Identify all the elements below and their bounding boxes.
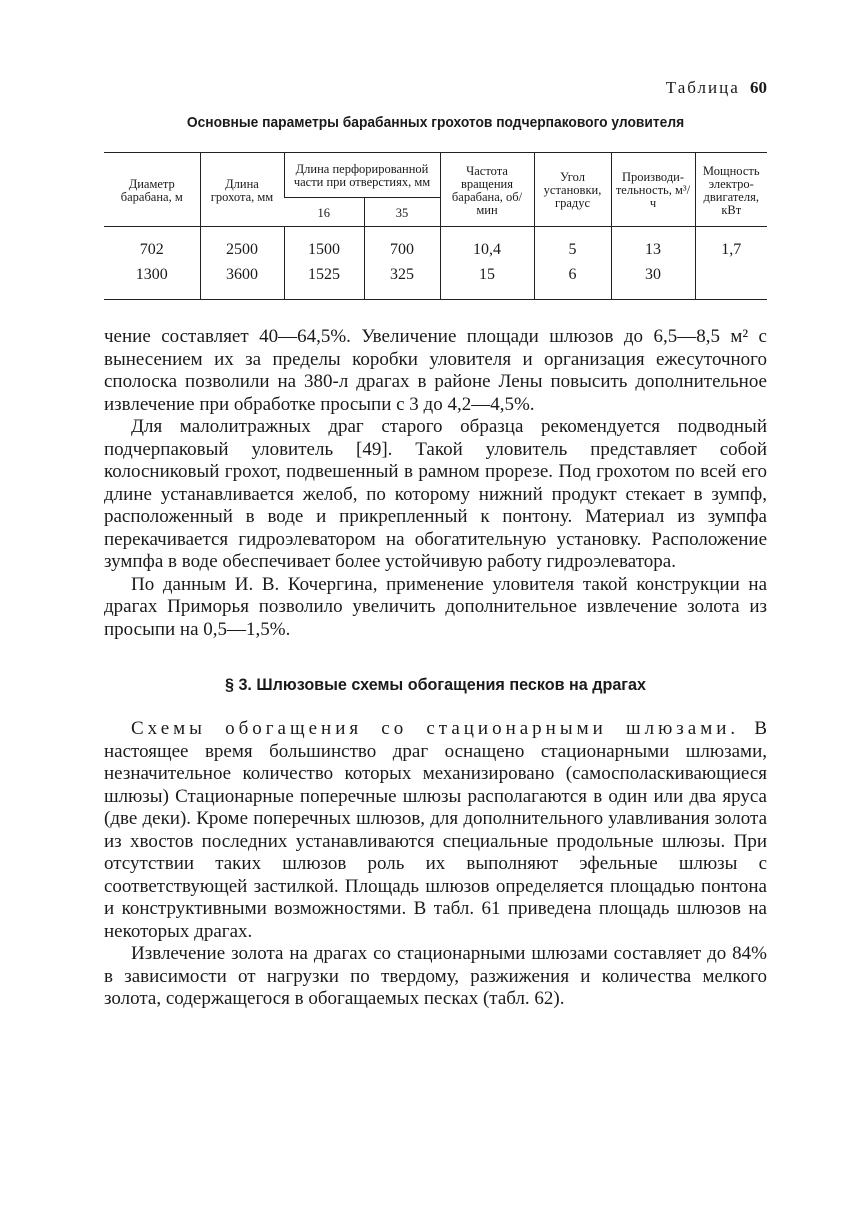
paragraph: [104, 718, 767, 943]
cell-power: 1,7: [695, 227, 767, 263]
table-title: Основные параметры барабанных грохотов подчерпакового уловителя: [186, 114, 685, 131]
cell-power: [695, 262, 767, 300]
paragraph: Извлечение золота на драгах со стационарными шлюзами составляет до 84% в зависимости от нагрузки по твердому, разжижения и количества мелкого золота, содержащегося в обогащаемых песках (табл. 62).: [104, 943, 767, 1009]
header-length: Длина грохота, мм: [200, 153, 284, 227]
cell-angle: 5: [534, 227, 611, 263]
header-capacity: Производительность, м³/ч: [611, 153, 695, 227]
table-label: Таблица: [665, 78, 740, 97]
table-number-value: 60: [750, 78, 767, 97]
cell-diameter: 1300: [104, 262, 200, 300]
header-power: Мощность электродвигателя, кВт: [695, 153, 767, 227]
cell-diameter: 702: [104, 227, 200, 263]
page: [104, 78, 767, 1011]
paragraph-lead: Схемы обогащения со стационарными шлюзами.: [131, 718, 740, 739]
header-perf-35: 35: [364, 198, 440, 227]
table-row: [104, 227, 767, 263]
parameters-table: [104, 152, 767, 300]
paragraph: Для малолитражных драг старого образца рекомендуется подводный подчерпаковый уловитель [49]. Такой уловитель представляет собой колосниковый грохот, подвешенный в рамном прорезе. Под грохотом по всей его длине устанавливается желоб, по которому нижний продукт стекает в зумпф, расположенный в воде и прикрепленный к понтону. Материал из зумпфа перекачивается гидроэлеватором на обогатительную установку. Расположение зумпфа в воде обеспечивает более устойчивую работу гидроэлеватора.: [104, 416, 767, 572]
cell-capacity: 13: [611, 227, 695, 263]
table-number: [104, 78, 767, 100]
paragraph: По данным И. В. Кочергина, применение уловителя такой конструкции на драгах Приморья позволило увеличить дополнительное извлечение золота из просыпи на 0,5—1,5%.: [104, 573, 767, 640]
cell-perf-35: 700: [364, 227, 440, 263]
header-perf-16: 16: [284, 198, 364, 227]
cell-perf-16: 1525: [284, 262, 364, 300]
paragraph: чение составляет 40—64,5%. Увеличение площади шлюзов до 6,5—8,5 м² с вынесением их за пределы коробки уловителя и организация ежесуточного сполоска позволили на 380-л драгах в районе Лены повысить дополнительное извлечение при обработке просыпи с 3 до 4,2—4,5%.: [104, 326, 767, 415]
header-angle: Угол установки, градус: [534, 153, 611, 227]
table-row: [104, 262, 767, 300]
header-diameter: Диаметр барабана, м: [104, 153, 200, 227]
header-frequency: Частота вращения барабана, об/мин: [440, 153, 534, 227]
header-perforated: Длина перфорированной части при отверстиях, мм: [284, 153, 440, 198]
body-text: [104, 326, 767, 1011]
cell-perf-16: 1500: [284, 227, 364, 263]
section-title: § 3. Шлюзовые схемы обогащения песков на драгах: [224, 675, 646, 694]
paragraph-text: В настоящее время большинство драг оснащено стационарными шлюзами, незначительное количество которых механизировано (самосполаскивающиеся шлюзы) Стационарные поперечные шлюзы располагаются в один или два яруса (две деки). Кроме поперечных шлюзов, для дополнительного улавливания золота из хвостов последних устанавливаются специальные продольные шлюзы. При отсутствии таких шлюзов роль их выполняют эфельные шлюзы с соответствующей застилкой. Площадь шлюзов определяется площадью понтона и конструктивными возможностями. В табл. 61 приведена площадь шлюзов на некоторых драгах.: [104, 718, 767, 942]
cell-perf-35: 325: [364, 262, 440, 300]
cell-length: 3600: [200, 262, 284, 300]
cell-angle: 6: [534, 262, 611, 300]
cell-frequency: 15: [440, 262, 534, 300]
cell-length: 2500: [200, 227, 284, 263]
cell-capacity: 30: [611, 262, 695, 300]
cell-frequency: 10,4: [440, 227, 534, 263]
